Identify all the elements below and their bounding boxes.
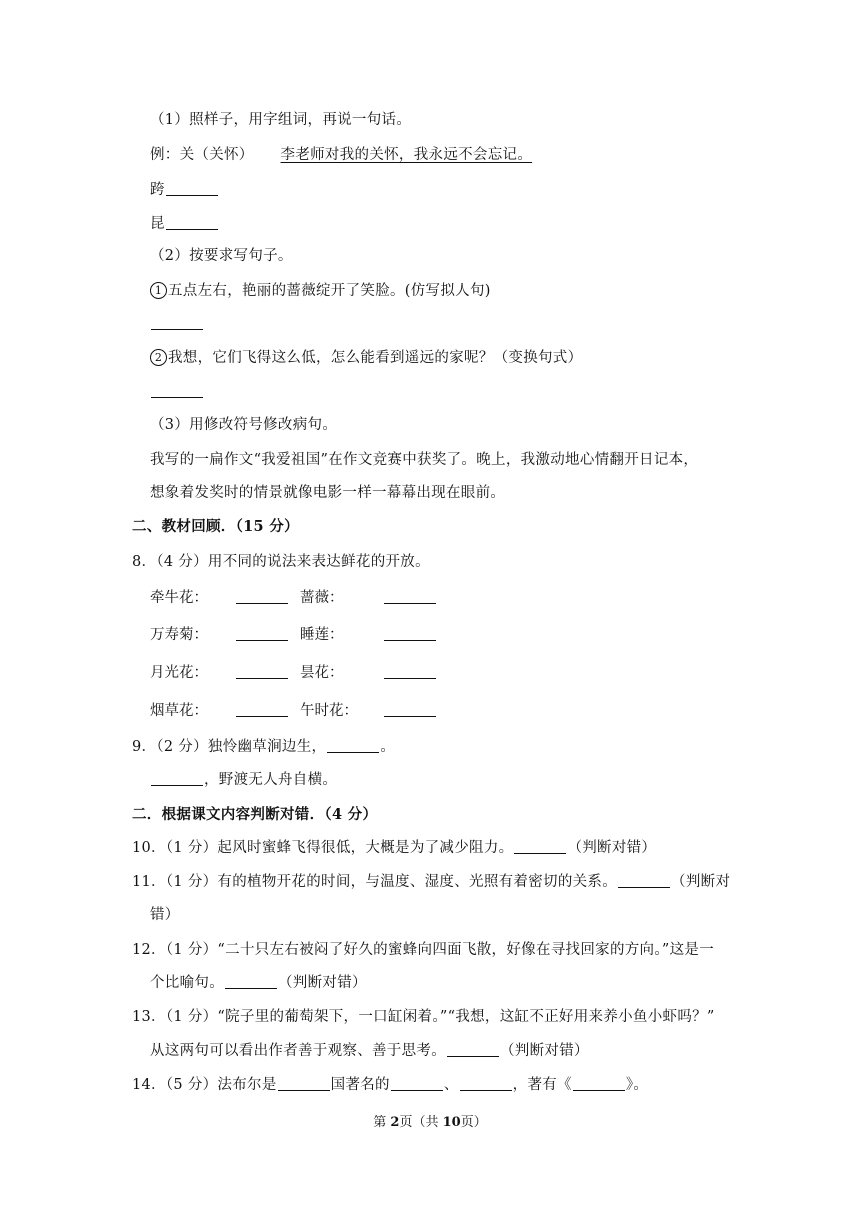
flower-label: 牵牛花： xyxy=(150,590,208,606)
answer-blank[interactable] xyxy=(151,382,203,398)
q11-end: （判断对 xyxy=(671,874,731,890)
circled-number-2: 2 xyxy=(150,349,167,366)
answer-blank[interactable] xyxy=(384,625,436,641)
answer-blank[interactable] xyxy=(236,701,288,717)
char-2: 昆 xyxy=(150,216,165,232)
q14-b: 国著名的 xyxy=(330,1077,390,1093)
q2-item-2-text: 我想，它们飞得这么低，怎么能看到遥远的家呢？（变换句式） xyxy=(168,350,583,366)
answer-blank[interactable] xyxy=(618,872,670,888)
answer-line-1 xyxy=(150,314,204,334)
answer-blank-cell xyxy=(235,588,289,608)
q9-line-1 xyxy=(132,737,395,757)
section-heading-textbook-review: 二、教材回顾．（15 分） xyxy=(132,518,299,535)
footer-mid: 页（共 xyxy=(399,1115,443,1130)
answer-blank[interactable] xyxy=(236,625,288,641)
answer-blank[interactable] xyxy=(573,1075,625,1091)
char-line-2 xyxy=(150,214,219,234)
answer-blank-cell xyxy=(383,663,437,683)
char-1: 跨 xyxy=(150,182,165,198)
answer-blank[interactable] xyxy=(327,737,379,753)
circled-number-1: 1 xyxy=(150,282,167,299)
q14-c: 、 xyxy=(443,1077,459,1093)
answer-blank[interactable] xyxy=(236,663,288,679)
q12-text: 个比喻句。 xyxy=(150,975,224,991)
q13-line-1: 13．（1 分）“院子里的葡萄架下，一口缸闲着。”“我想，这缸不正好用来养小鱼小虾吗？” xyxy=(132,1009,715,1025)
q14-e: 》。 xyxy=(625,1077,649,1093)
answer-blank[interactable] xyxy=(166,214,218,230)
answer-blank[interactable] xyxy=(384,701,436,717)
answer-blank[interactable] xyxy=(460,1075,512,1091)
flower-label: 月光花： xyxy=(150,665,208,681)
q13-end: （判断对错） xyxy=(500,1043,589,1059)
q14-d: ，著有《 xyxy=(512,1077,572,1093)
footer-total-pages: 10 xyxy=(442,1115,461,1130)
q3-title: （3）用修改符号修改病句。 xyxy=(150,417,338,433)
q9-text-a: 9．（2 分）独怜幽草涧边生， xyxy=(132,739,327,755)
q9-line-2 xyxy=(150,770,337,790)
q12-end: （判断对错） xyxy=(278,975,367,991)
q10-end: （判断对错） xyxy=(567,840,657,856)
q3-line-2: 想象着发奖时的情景就像电影一样一幕幕出现在眼前。 xyxy=(150,485,506,501)
example-line xyxy=(150,145,532,165)
q9-text-b: ，野渡无人舟自横。 xyxy=(204,772,338,788)
footer-page-number: 2 xyxy=(390,1115,400,1130)
q14-a: 14．（5 分）法布尔是 xyxy=(132,1077,277,1093)
q10 xyxy=(132,838,656,858)
q11-continuation: 错） xyxy=(150,907,180,923)
flower-label: 昙花： xyxy=(300,665,344,681)
flower-label: 睡莲： xyxy=(300,627,344,643)
footer-suffix: 页） xyxy=(460,1115,487,1130)
answer-blank-cell xyxy=(235,625,289,645)
answer-blank[interactable] xyxy=(514,838,566,854)
q2-item-2 xyxy=(150,348,582,368)
footer-prefix: 第 xyxy=(373,1115,391,1130)
q12-line-2 xyxy=(150,973,367,993)
flower-label: 烟草花： xyxy=(150,703,208,719)
page-footer xyxy=(0,1111,860,1130)
answer-blank[interactable] xyxy=(151,770,203,786)
q13-line-2 xyxy=(150,1041,589,1061)
answer-blank[interactable] xyxy=(278,1075,330,1091)
example-prefix: 例：关（关怀） xyxy=(150,147,254,163)
q9-end: 。 xyxy=(380,739,396,755)
q3-line-1: 我写的一扁作文“我爱祖国”在作文竞赛中获奖了。晚上，我激动地心情翻开日记本， xyxy=(150,452,699,468)
q11 xyxy=(132,872,730,892)
q14 xyxy=(132,1075,648,1095)
q8-text: 8．（4 分）用不同的说法来表达鲜花的开放。 xyxy=(132,554,430,570)
q2-title: （2）按要求写句子。 xyxy=(150,248,293,264)
flower-label: 蔷薇： xyxy=(300,590,344,606)
answer-blank[interactable] xyxy=(166,180,218,196)
answer-blank[interactable] xyxy=(447,1041,499,1057)
char-line-1 xyxy=(150,180,219,200)
q10-text: 10．（1 分）起风时蜜蜂飞得很低，大概是为了减少阻力。 xyxy=(132,840,514,856)
q12-line-1: 12．（1 分）“二十只左右被闷了好久的蜜蜂向四面飞散，好像在寻找回家的方向。”这是一 xyxy=(132,942,715,958)
q2-item-1-text: 五点左右，艳丽的蔷薇绽开了笑脸。(仿写拟人句) xyxy=(168,283,491,299)
answer-blank-cell xyxy=(383,625,437,645)
answer-blank-cell xyxy=(235,663,289,683)
answer-blank[interactable] xyxy=(391,1075,443,1091)
answer-blank[interactable] xyxy=(225,973,277,989)
flower-label: 万寿菊： xyxy=(150,627,208,643)
answer-blank-cell xyxy=(235,701,289,721)
example-sentence: 李老师对我的关怀，我永远不会忘记。 xyxy=(280,147,533,163)
q11-text: 11．（1 分）有的植物开花的时间，与温度、湿度、光照有着密切的关系。 xyxy=(132,874,618,890)
answer-blank[interactable] xyxy=(151,314,203,330)
q2-item-1 xyxy=(150,281,491,301)
q1-title: （1）照样子，用字组词，再说一句话。 xyxy=(150,112,412,128)
answer-blank-cell xyxy=(383,701,437,721)
answer-blank-cell xyxy=(383,588,437,608)
answer-line-2 xyxy=(150,382,204,402)
section-heading-true-false: 二．根据课文内容判断对错．（4 分） xyxy=(132,806,378,823)
answer-blank[interactable] xyxy=(236,588,288,604)
answer-blank[interactable] xyxy=(384,663,436,679)
flower-label: 午时花： xyxy=(300,703,358,719)
q13-text: 从这两句可以看出作者善于观察、善于思考。 xyxy=(150,1043,446,1059)
answer-blank[interactable] xyxy=(384,588,436,604)
